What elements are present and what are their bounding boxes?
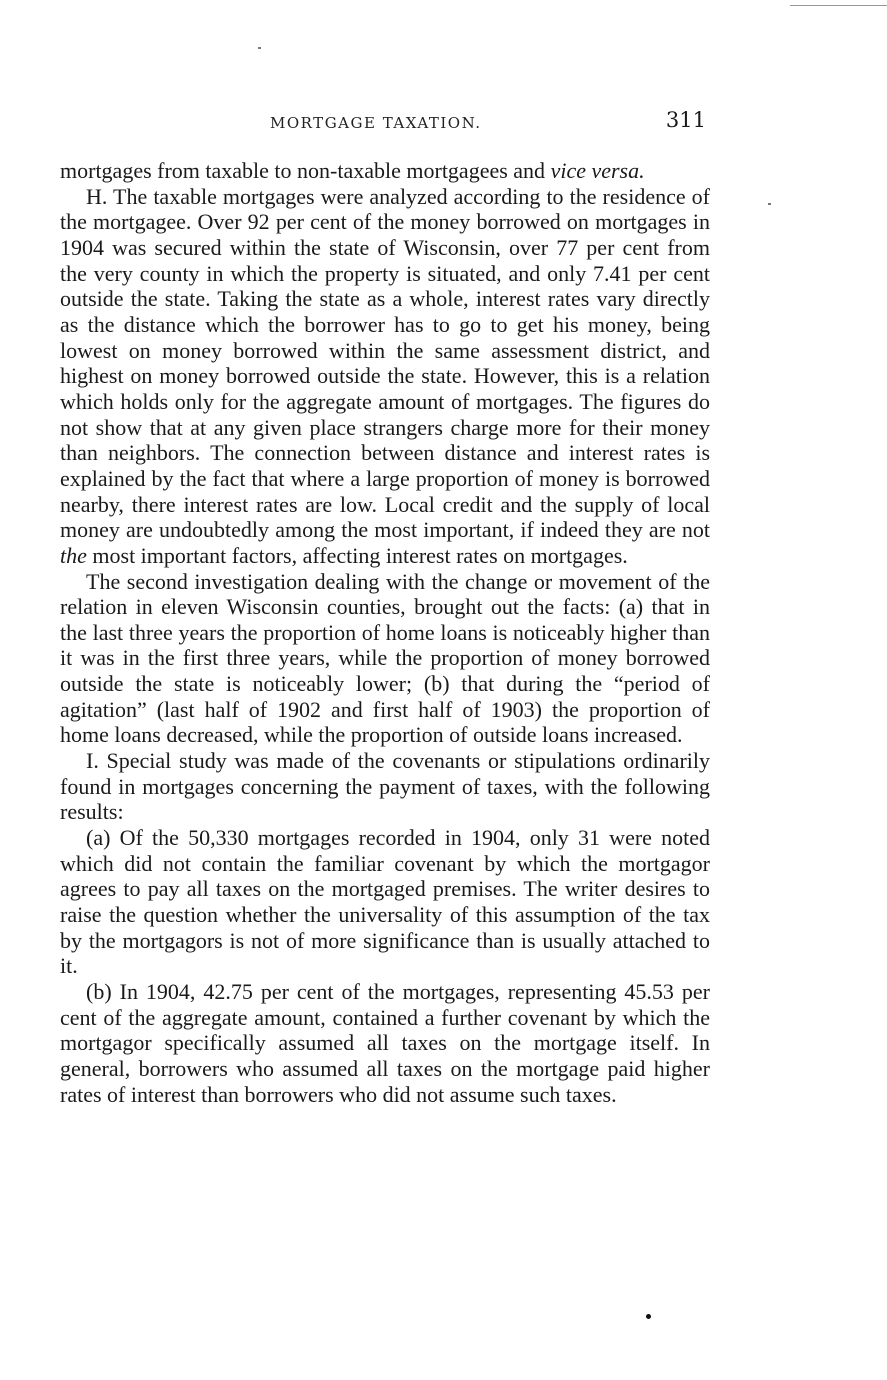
ink-dot (646, 1314, 651, 1319)
running-title: MORTGAGE TAXATION. (270, 114, 482, 132)
paragraph-continuation: mortgages from taxable to non-taxable mortgagees and vice versa. (60, 158, 645, 183)
paragraph-section-i: I. Special study was made of the covenants or stipulations ordinarily found in mortgages concerning the payment of taxes, with the following results: (60, 748, 710, 825)
paragraph-item-a: (a) Of the 50,330 mortgages recorded in 1904, only 31 were noted which did not contain the familiar covenant by which the mortgagor agrees to pay all taxes on the mortgaged premises. The writer desires to raise the question whether the universality of this assumption of the tax by the mortgagors is not of more significance than is usually attached to it. (60, 825, 710, 979)
scan-edge-line (790, 5, 887, 6)
scan-speck (258, 47, 261, 49)
body-text (60, 158, 710, 1107)
paragraph-item-b: (b) In 1904, 42.75 per cent of the mortgages, representing 45.53 per cent of the aggregate amount, contained a further covenant by which the mortgagor specifically assumed all taxes on the mortgage itself. In general, borrowers who assumed all taxes on the mortgage paid higher rates of interest than borrowers who did not assume such taxes. (60, 979, 710, 1107)
page-header (60, 108, 710, 138)
paragraph-section-h: H. The taxable mortgages were analyzed according to the residence of the mortgagee. Over 92 per cent of the money borrowed on mortgages in 1904 was secured within the state of Wisconsin, over 77 per cent from the very county in which the property is situated, and only 7.41 per cent outside the state. Taking the state as a whole, interest rates vary directly as the distance which the borrower has to go to get his money, being lowest on money borrowed within the same assessment district, and highest on money borrowed outside the state. However, this is a relation which holds only for the aggregate amount of mortgages. The figures do not show that at any given place strangers charge more for their money than neighbors. The connection between distance and interest rates is explained by the fact that where a large proportion of money is borrowed nearby, there interest rates are low. Local credit and the supply of local money are undoubtedly among the most important, if indeed they are not the most important factors, affecting interest rates on mortgages. (60, 183, 710, 568)
paragraph-second-investigation: The second investigation dealing with the change or movement of the relation in eleven Wisconsin counties, brought out the facts: (a) that in the last three years the proportion of home loans is noticeably higher than it was in the first three years, while the proportion of money borrowed outside the state is noticeably lower; (b) that during the “period of agitation” (last half of 1902 and first half of 1903) the proportion of home loans decreased, while the proportion of outside loans increased. (60, 568, 710, 748)
scan-speck (768, 203, 771, 205)
page-number: 311 (665, 108, 706, 132)
